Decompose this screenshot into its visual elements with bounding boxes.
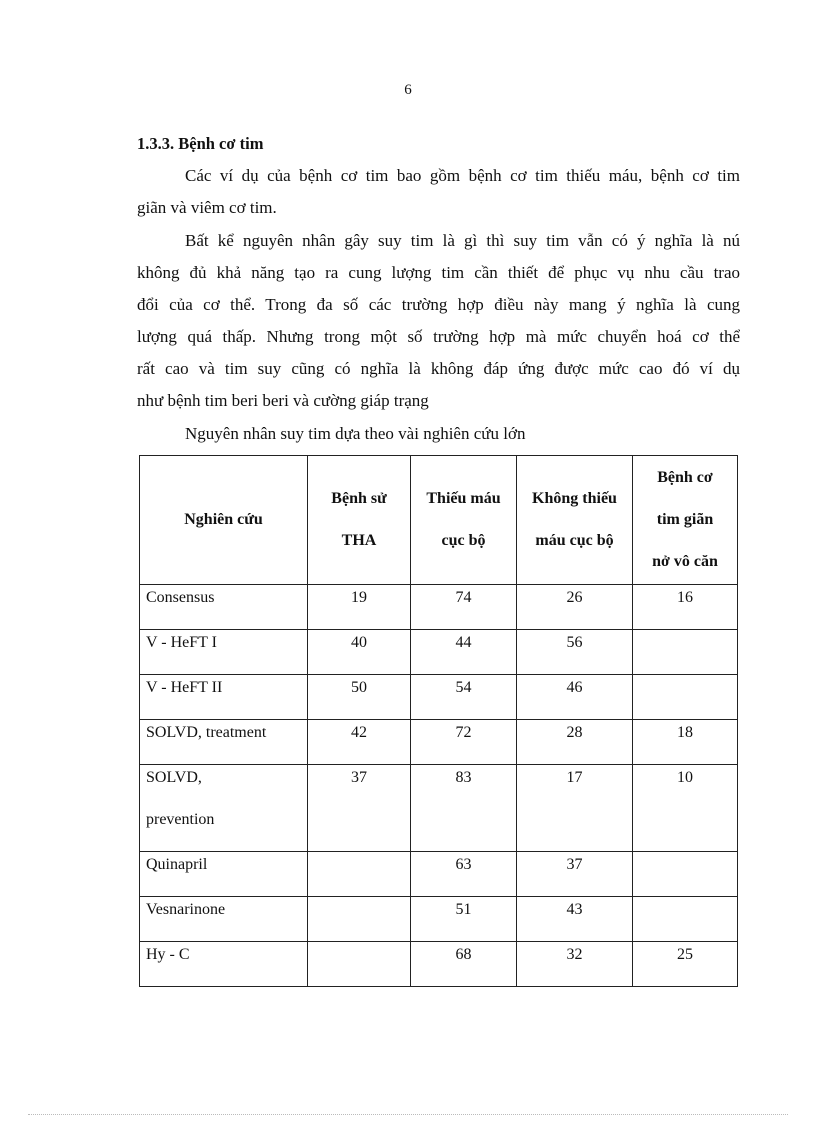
table-cell [308,897,411,942]
table-cell: 74 [411,585,517,630]
table-row [140,942,738,987]
table-cell: 42 [308,720,411,765]
header-ischemic: Thiếu máu cục bộ [411,456,517,585]
paragraph-2 [137,225,740,417]
section-heading: 1.3.3. Bệnh cơ tim [137,134,264,153]
study-name: SOLVD, treatment [140,720,308,765]
paragraph-line: Bất kể nguyên nhân gây suy tim là gì thì suy tim vẫn có ý nghĩa là nú [185,231,740,250]
table-cell: 18 [633,720,738,765]
paragraph-line: không đủ khả năng tạo ra cung lượng tim cần thiết để phục vụ nhu cầu trao [137,263,740,282]
paragraph-line: đổi của cơ thể. Trong đa số các trường hợp điều này mang ý nghĩa là cung [137,295,740,314]
table-row [140,630,738,675]
paragraph-line: lượng quá thấp. Nhưng trong một số trường hợp mà mức chuyển hoá cơ thể [137,327,740,346]
header-study: Nghiên cứu [140,456,308,585]
study-name: Vesnarinone [140,897,308,942]
table-cell [308,942,411,987]
table-cell: 72 [411,720,517,765]
page-bottom-divider [28,1114,788,1115]
table-row [140,852,738,897]
table-cell: 19 [308,585,411,630]
paragraph-line: như bệnh tim beri beri và cường giáp trạng [137,391,429,410]
study-name: SOLVD, prevention [140,765,308,852]
table-cell [633,675,738,720]
study-name: Consensus [140,585,308,630]
causes-table [139,455,738,987]
table-row [140,765,738,852]
study-name: Quinapril [140,852,308,897]
table-cell: 83 [411,765,517,852]
paragraph-line: giãn và viêm cơ tim. [137,198,277,217]
table-cell [633,630,738,675]
table-row [140,675,738,720]
header-non-ischemic: Không thiếu máu cục bộ [517,456,633,585]
study-name: Hy - C [140,942,308,987]
table-cell: 16 [633,585,738,630]
table-row [140,585,738,630]
table-cell: 68 [411,942,517,987]
table-cell: 51 [411,897,517,942]
table-caption: Nguyên nhân suy tim dựa theo vài nghiên cứu lớn [185,424,526,443]
study-name: V - HeFT I [140,630,308,675]
table-cell [633,852,738,897]
table-cell: 43 [517,897,633,942]
table-cell: 56 [517,630,633,675]
paragraph-line: Các ví dụ của bệnh cơ tim bao gồm bệnh cơ tim thiếu máu, bệnh cơ tim [185,166,740,185]
header-hypertension-history: Bệnh sử THA [308,456,411,585]
paragraph-line: rất cao và tim suy cũng có nghĩa là không đáp ứng được mức cao đó ví dụ [137,359,740,378]
table-cell [308,852,411,897]
table-cell: 26 [517,585,633,630]
table-header-row [140,456,738,585]
table-cell [633,897,738,942]
table-cell: 37 [517,852,633,897]
table-cell: 17 [517,765,633,852]
paragraph-1 [137,160,740,224]
table-cell: 28 [517,720,633,765]
table-row [140,897,738,942]
table-cell: 54 [411,675,517,720]
table-cell: 63 [411,852,517,897]
table-cell: 32 [517,942,633,987]
header-idiopathic-dilated: Bệnh cơ tim giãn nở vô căn [633,456,738,585]
study-name: V - HeFT II [140,675,308,720]
table-cell: 40 [308,630,411,675]
page-number: 6 [404,82,412,98]
table-cell: 10 [633,765,738,852]
table-row [140,720,738,765]
table-cell: 25 [633,942,738,987]
table-cell: 44 [411,630,517,675]
table-cell: 37 [308,765,411,852]
table-cell: 50 [308,675,411,720]
table-cell: 46 [517,675,633,720]
